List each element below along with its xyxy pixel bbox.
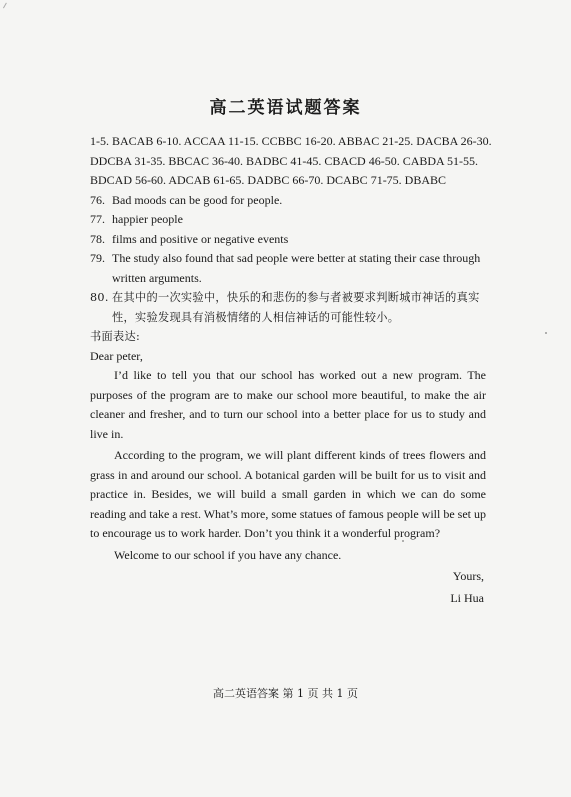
letter-paragraph: I’d like to tell you that our school has worked out a new program. The purposes of the program are to make our school more beautiful, to make the air cleaner and fresher, and to turn our school into a better place for us to study and live in.: [90, 368, 486, 441]
answer-item-77: [90, 210, 486, 230]
letter-paragraph: According to the program, we will plant different kinds of trees flowers and grass in and around our school. A botanical garden will be built for us to visit and practice in. Besides, we will build a small garden in which we can do some reading and take a rest. What’s more, some statues of famous people will be set up to encourage us to work harder. Don’t you think it a wonderful program?: [90, 448, 486, 540]
item-text: Bad moods can be good for people.: [112, 192, 283, 207]
writing-section-label: 书面表达:: [90, 330, 141, 343]
item-text: happier people: [112, 212, 183, 226]
item-number: 78.: [90, 231, 105, 246]
answer-item-79: [90, 249, 486, 288]
item-text: The study also found that sad people were better at stating their case through: [112, 251, 481, 265]
item-text-continued: 性，实验发现具有消极情绪的人相信神话的可能性较小。: [112, 310, 400, 324]
item-number: 77.: [90, 212, 105, 226]
scan-speck: [545, 332, 547, 334]
page-title: 高二英语试题答案: [209, 98, 362, 118]
answer-item-76: [90, 191, 486, 211]
item-number: 80.: [90, 291, 109, 304]
item-text-continued: written arguments.: [112, 270, 202, 285]
item-number: 76.: [90, 192, 105, 207]
item-text: films and positive or negative events: [112, 231, 289, 246]
item-number: 79.: [90, 251, 105, 265]
answer-key-line: 1-5. BACAB 6-10. ACCAA 11-15. CCBBC 16-20. ABBAC 21-25. DACBA 26-30.: [90, 134, 492, 148]
letter-signature: Li Hua: [450, 590, 484, 605]
letter-signoff: [90, 567, 486, 608]
letter-paragraph: Welcome to our school if you have any chance.: [114, 547, 342, 562]
letter-salutation: Dear peter,: [90, 348, 143, 363]
answer-key-line: BDCAD 56-60. ADCAB 61-65. DADBC 66-70. DCABC 71-75. DBABC: [90, 173, 447, 187]
page-footer: 高二英语答案 第 1 页 共 1 页: [213, 687, 358, 700]
letter-closing: Yours,: [452, 569, 484, 583]
answer-item-78: [90, 230, 486, 250]
answer-body: [90, 132, 492, 608]
item-text: 在其中的一次实验中，快乐的和悲伤的参与者被要求判断城市神话的真实: [112, 291, 480, 304]
answer-key-line: DDCBA 31-35. BBCAC 36-40. BADBC 41-45. CBACD 46-50. CABDA 51-55.: [90, 153, 479, 168]
scan-corner-mark: [3, 3, 12, 12]
answer-item-80: [90, 288, 486, 327]
sample-letter: [90, 347, 486, 609]
